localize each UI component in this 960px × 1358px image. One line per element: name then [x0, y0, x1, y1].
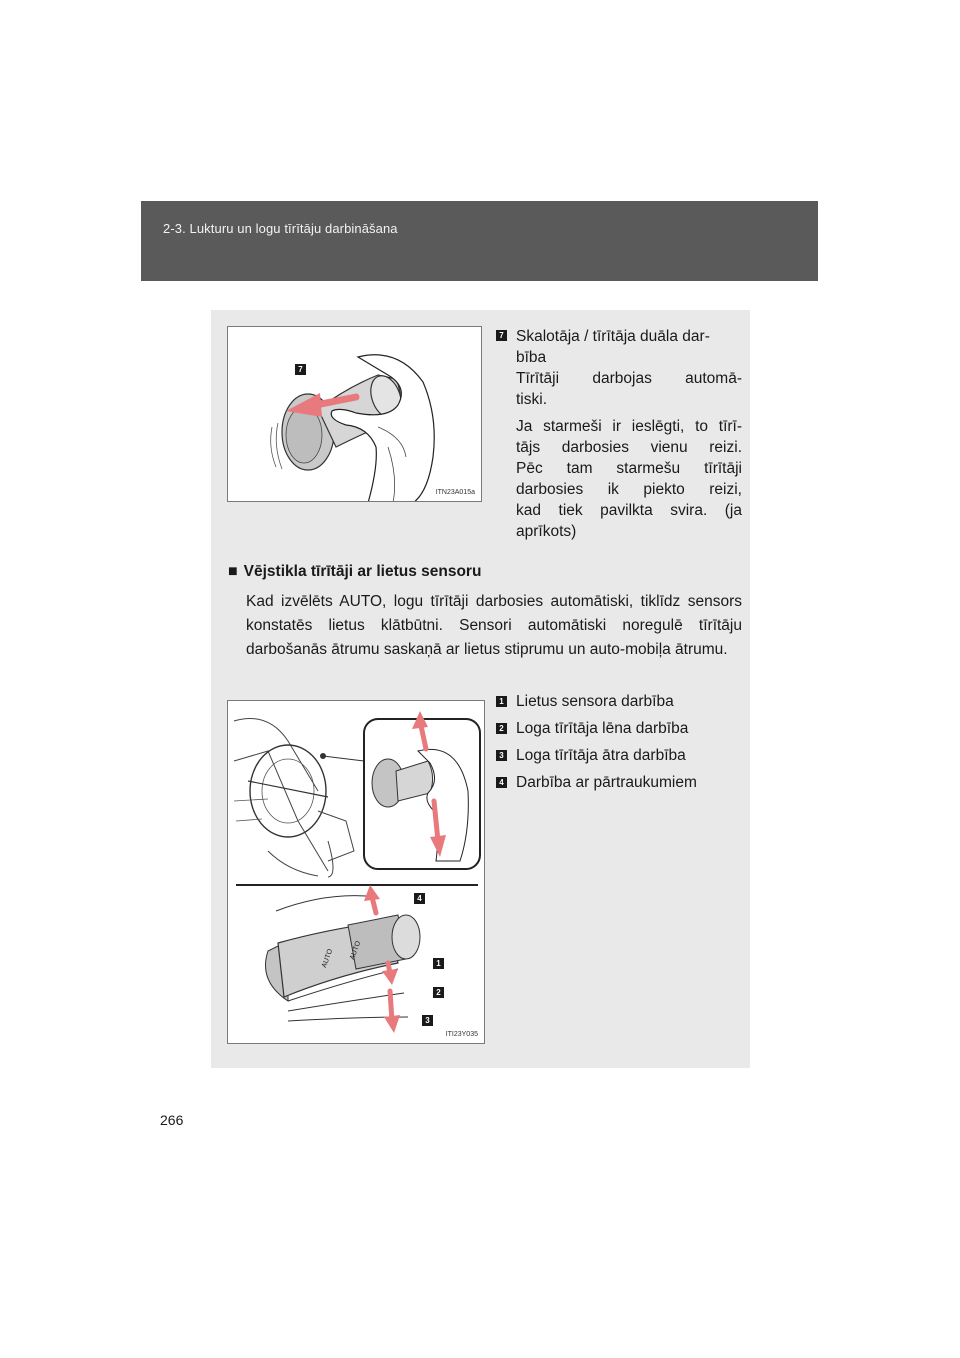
legend-item [496, 688, 697, 715]
legend-item [496, 769, 697, 796]
bullet-square: ■ [228, 563, 238, 580]
figure-rain-sensor-wipers [227, 700, 485, 1044]
figure-badge-4: 4 [414, 893, 425, 904]
item-7-description [496, 326, 742, 542]
section-heading [228, 563, 481, 581]
section-title: 2-3. Lukturu un logu tīrītāju darbināšana [163, 221, 398, 236]
item-7-note-line: kad tiek pavilkta svira. (ja [516, 502, 742, 519]
figure-badge-7: 7 [295, 364, 306, 375]
item-7-note-line: Ja starmeši ir ieslēgti, to tīrī- [516, 418, 742, 435]
figure-badge-1: 1 [433, 958, 444, 969]
section-body: Kad izvēlēts AUTO, logu tīrītāji darbosies automātiski, tiklīdz sensors konstatēs lietus klātbūtni. Sensori automātiski noregulē tīrītāju darbošanās ātrumu saskaņā ar lietus stiprumu un auto-mobiļa ātrumu. [246, 593, 742, 658]
legend-item [496, 742, 697, 769]
lever-label-auto: AUTO [321, 948, 335, 969]
section-heading-text: Vējstikla tīrītāji ar lietus sensoru [243, 563, 482, 580]
item-7-line1: Tīrītāji darbojas automā- [516, 370, 742, 387]
item-7-title-line1: Skalotāja / tīrītāja duāla dar- [516, 328, 710, 345]
item-7-note-line: Pēc tam starmešu tīrītāji [516, 460, 742, 477]
figure-badge-2: 2 [433, 987, 444, 998]
legend-label: Loga tīrītāja ātra darbība [516, 746, 686, 764]
item-7-title-line2: bība [516, 349, 547, 366]
figure-badge-3: 3 [422, 1015, 433, 1026]
legend-badge: 2 [496, 723, 507, 734]
legend-label: Lietus sensora darbība [516, 692, 674, 710]
item-7-note-line: tājs darbosies vienu reizi. [516, 439, 742, 456]
item-7-note-line: darbosies ik piekto reizi, [516, 481, 742, 498]
lever-label-auto: AUTO [349, 940, 363, 961]
item-7-note-line: aprīkots) [516, 523, 577, 540]
item-7-line2: tiski. [516, 391, 547, 408]
legend-badge: 4 [496, 777, 507, 788]
legend-badge: 3 [496, 750, 507, 761]
wiper-lever-illustration [228, 701, 485, 1044]
figure-code: ITI23Y035 [445, 1031, 478, 1038]
legend-item [496, 715, 697, 742]
figure-headlamp-washer [227, 326, 482, 502]
header-band [141, 201, 818, 281]
legend-badge: 1 [496, 696, 507, 707]
item-7-badge: 7 [496, 330, 507, 341]
legend-label: Loga tīrītāja lēna darbība [516, 719, 689, 737]
page-number: 266 [160, 1112, 184, 1128]
legend-label: Darbība ar pārtraukumiem [516, 773, 697, 791]
figure-code: ITN23A015a [435, 489, 475, 496]
wiper-mode-legend [496, 688, 697, 796]
lever-illustration [228, 327, 482, 502]
